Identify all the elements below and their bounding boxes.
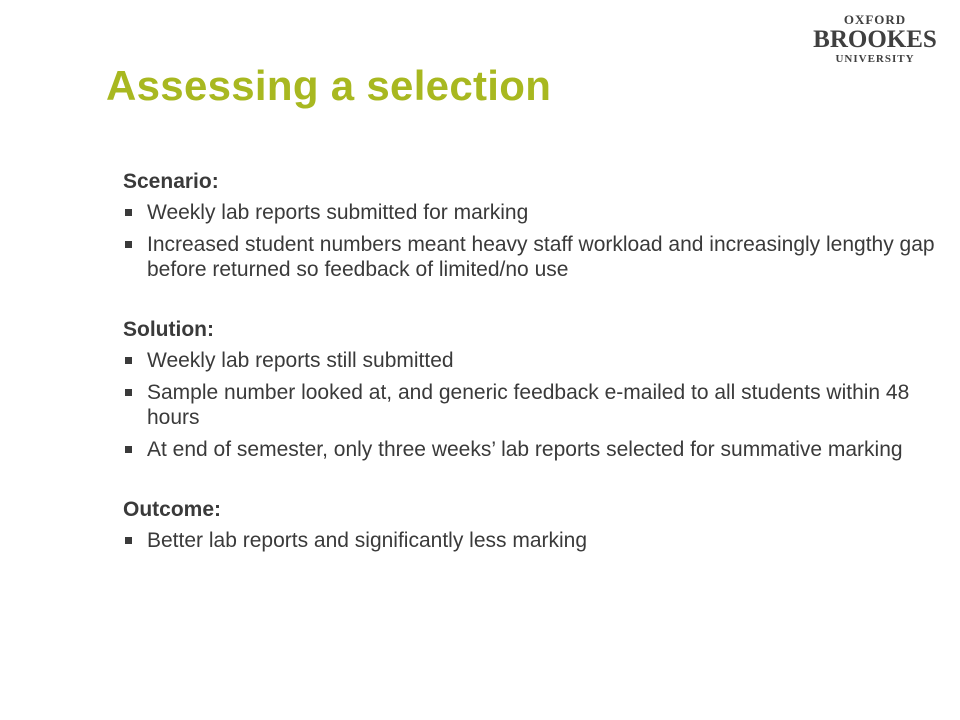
section-outcome bbox=[123, 496, 935, 553]
list-item-text: Better lab reports and significantly less marking bbox=[147, 529, 588, 552]
list-item bbox=[123, 528, 935, 553]
square-bullet-icon bbox=[125, 389, 132, 396]
square-bullet-icon bbox=[125, 241, 132, 248]
list-item bbox=[123, 380, 935, 430]
section-solution bbox=[123, 316, 935, 462]
university-logo bbox=[800, 12, 950, 66]
square-bullet-icon bbox=[125, 446, 132, 453]
list-item-text: Sample number looked at, and generic feedback e-mailed to all students within 48 hours bbox=[147, 381, 910, 429]
slide-content bbox=[123, 168, 935, 587]
logo-line-university: UNIVERSITY bbox=[835, 53, 915, 65]
logo-line-brookes: BROOKES bbox=[813, 26, 937, 53]
list-item-text: Increased student numbers meant heavy staff workload and increasingly lengthy gap before returned so feedback of limited/no use bbox=[147, 233, 935, 281]
section-heading: Scenario: bbox=[123, 170, 219, 193]
bullet-list bbox=[123, 528, 935, 553]
list-item bbox=[123, 200, 935, 225]
list-item-text: At end of semester, only three weeks’ lab reports selected for summative marking bbox=[147, 438, 903, 461]
list-item-text: Weekly lab reports still submitted bbox=[147, 349, 454, 372]
square-bullet-icon bbox=[125, 537, 132, 544]
section-heading: Solution: bbox=[123, 318, 214, 341]
square-bullet-icon bbox=[125, 209, 132, 216]
bullet-list bbox=[123, 200, 935, 282]
logo-line-oxford: OXFORD bbox=[843, 12, 907, 27]
list-item bbox=[123, 348, 935, 373]
list-item-text: Weekly lab reports submitted for marking bbox=[147, 201, 529, 224]
slide-title: Assessing a selection bbox=[106, 62, 552, 109]
square-bullet-icon bbox=[125, 357, 132, 364]
list-item bbox=[123, 232, 935, 282]
section-scenario bbox=[123, 168, 935, 282]
bullet-list bbox=[123, 348, 935, 462]
list-item bbox=[123, 437, 935, 462]
section-heading: Outcome: bbox=[123, 498, 222, 521]
